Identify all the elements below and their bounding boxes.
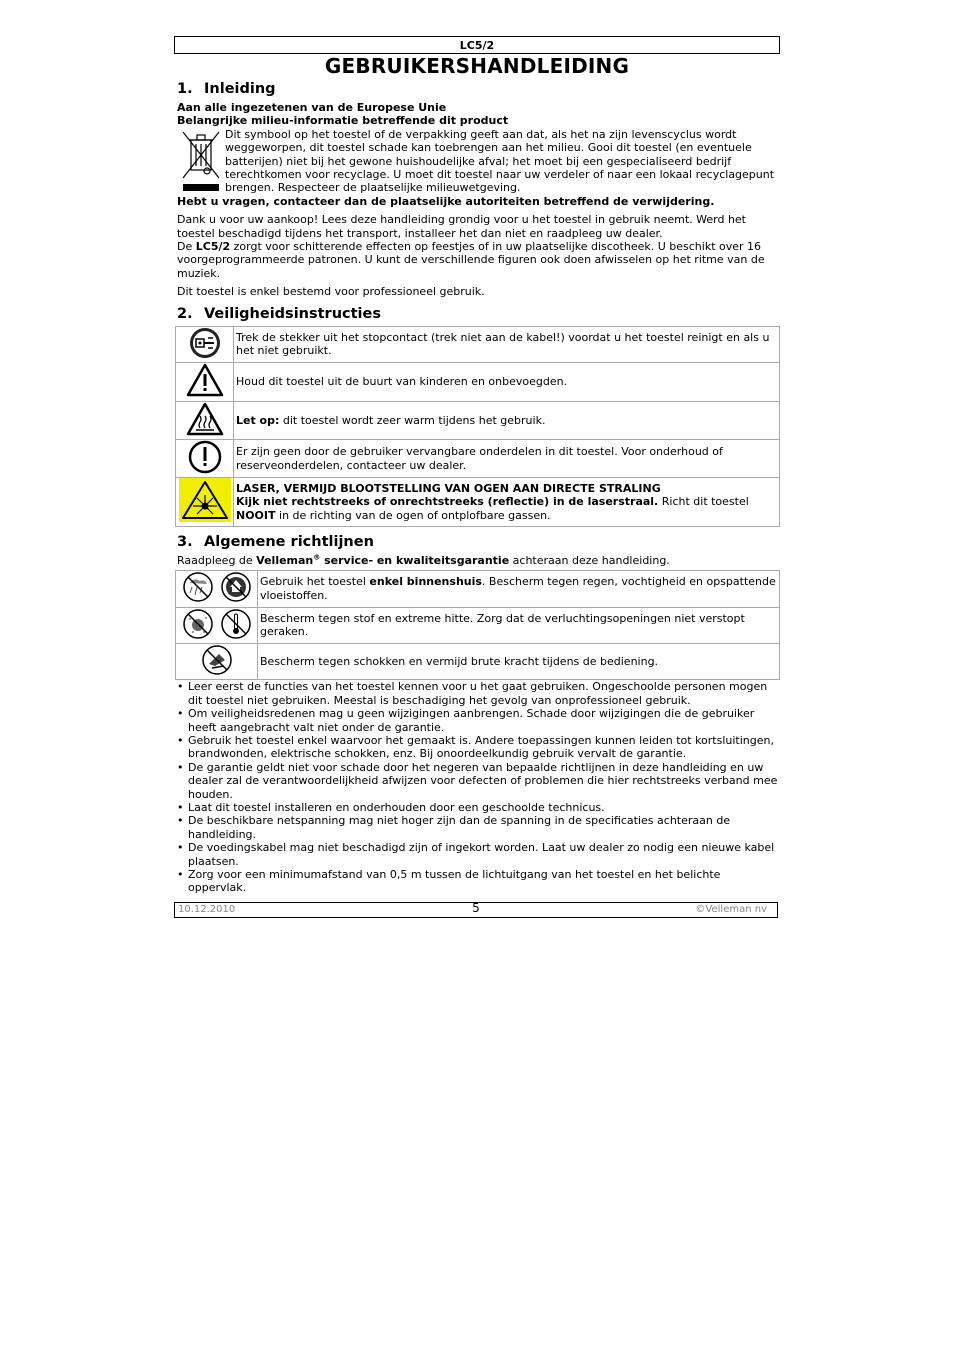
- weee-bin-icon: [177, 128, 225, 195]
- env-info-heading: Belangrijke milieu-informatie betreffende dit product: [177, 114, 509, 128]
- list-item: • Om veiligheidsredenen mag u geen wijzigingen aanbrengen. Schade door wijzigingen die de gebruiker heeft aangebracht valt niet onder de garantie.: [177, 707, 780, 734]
- laser-warning-icon: [176, 478, 234, 526]
- contact-authorities: Hebt u vragen, contacteer dan de plaatselijke autoriteiten betreffend de verwijdering.: [177, 194, 715, 208]
- list-item: • De garantie geldt niet voor schade door het negeren van bepaalde richtlijnen in deze handleiding en uw dealer zal de verantwoordelijkheid afwijzen voor defecten of problemen die hier rechtstreeks verband mee houden.: [177, 761, 780, 801]
- list-item: • Zorg voor een minimumafstand van 0,5 m tussen de lichtuitgang van het toestel en het belichte oppervlak.: [177, 868, 780, 895]
- guideline-row: [176, 571, 780, 607]
- warning-icon: [176, 363, 234, 401]
- indoor-use-icons: [176, 571, 258, 607]
- hot-surface-icon: [176, 401, 234, 439]
- exclamation-icon: [176, 439, 234, 477]
- safety-row: [176, 326, 780, 362]
- guideline-text: Bescherm tegen stof en extreme hitte. Zorg dat de verluchtingsopeningen niet verstopt geraken.: [258, 607, 780, 643]
- list-item: • Laat dit toestel installeren en onderhouden door een geschoolde technicus.: [177, 801, 780, 814]
- section-3-heading: 3. Algemene richtlijnen: [177, 533, 374, 550]
- safety-text: Houd dit toestel uit de buurt van kinderen en onbevoegden.: [234, 363, 780, 401]
- guidelines-table: [175, 570, 780, 680]
- safety-table: [175, 326, 780, 527]
- laser-safety-text: LASER, VERMIJD BLOOTSTELLING VAN OGEN AAN DIRECTE STRALING Kijk niet rechtstreeks of onrechtstreeks (reflectie) in de laserstraal. Richt dit toestel NOOIT in de richting van de ogen of ontplofbare gassen.: [234, 478, 780, 526]
- list-item: • De beschikbare netspanning mag niet hoger zijn dan de spanning in de specificaties achteraan de handleiding.: [177, 814, 780, 841]
- guarantee-reference: Raadpleeg de Velleman® service- en kwaliteitsgarantie achteraan deze handleiding.: [177, 553, 670, 567]
- footer-date: 10.12.2010: [178, 904, 236, 915]
- safety-text: Trek de stekker uit het stopcontact (trek niet aan de kabel!) voordat u het toestel reinigt en als u het niet gebruikt.: [234, 326, 780, 362]
- intro-paragraph-3: Dit toestel is enkel bestemd voor professioneel gebruik.: [177, 285, 485, 299]
- page-number: 5: [472, 901, 480, 915]
- guideline-text: Gebruik het toestel enkel binnenshuis. Bescherm tegen regen, vochtigheid en opspattende vloeistoffen.: [258, 571, 780, 607]
- unplug-icon: [176, 326, 234, 362]
- intro-paragraph-1: Dank u voor uw aankoop! Lees deze handleiding grondig voor u het toestel in gebruik neemt. Werd het toestel beschadigd tijdens het transport, installeer het dan niet en raadpleeg uw dealer.: [177, 213, 746, 240]
- guidelines-list: [177, 680, 780, 895]
- safety-row: [176, 439, 780, 477]
- model-header: LC5/2: [174, 36, 780, 54]
- document-title: GEBRUIKERSHANDLEIDING: [324, 54, 630, 78]
- footer-copyright: ©Velleman nv: [695, 904, 767, 915]
- shock-icon: [176, 643, 258, 679]
- page-content: [174, 36, 780, 895]
- guideline-text: Bescherm tegen schokken en vermijd brute kracht tijdens de bediening.: [258, 643, 780, 679]
- guideline-row: [176, 643, 780, 679]
- weee-text: Dit symbool op het toestel of de verpakking geeft aan dat, als het na zijn levenscyclus wordt weggeworpen, dit toestel schade kan toebrengen aan het milieu. Gooi dit toestel (en eventuele batterijen) niet bij het gewone huishoudelijke afval; het moet bij een gespecialiseerd bedrijf terechtkomen voor recyclage. U moet dit toestel naar uw verdeler of naar een lokaal recyclagepunt brengen. Respecteer de plaatselijke milieuwetgeving.: [225, 127, 775, 195]
- list-item: • Gebruik het toestel enkel waarvoor het gemaakt is. Andere toepassingen kunnen leiden tot kortsluitingen, brandwonden, elektrische schokken, enz. Bij onoordeelkundig gebruik vervalt de garantie.: [177, 734, 780, 761]
- intro-paragraph-2: De LC5/2 zorgt voor schitterende effecten op feestjes of in uw plaatselijke discotheek. U beschikt over 16 voorgeprogrammeerde patronen. U kunt de verschillende figuren ook doen afwisselen op het ritme van de muziek.: [177, 240, 765, 280]
- safety-row: [176, 401, 780, 439]
- weee-block: [177, 128, 780, 195]
- guideline-row: [176, 607, 780, 643]
- page-footer: [174, 902, 778, 918]
- section-2-heading: 2. Veiligheidsinstructies: [177, 305, 381, 322]
- safety-row: [176, 478, 780, 526]
- safety-row: [176, 363, 780, 401]
- eu-residents-heading: Aan alle ingezetenen van de Europese Unie: [177, 101, 447, 114]
- list-item: • De voedingskabel mag niet beschadigd zijn of ingekort worden. Laat uw dealer zo nodig een nieuwe kabel plaatsen.: [177, 841, 780, 868]
- dust-heat-icons: [176, 607, 258, 643]
- safety-text: Let op: dit toestel wordt zeer warm tijdens het gebruik.: [234, 401, 780, 439]
- safety-text: Er zijn geen door de gebruiker vervangbare onderdelen in dit toestel. Voor onderhoud of reserveonderdelen, contacteer uw dealer.: [234, 439, 780, 477]
- list-item: • Leer eerst de functies van het toestel kennen voor u het gaat gebruiken. Ongeschoolde personen mogen dit toestel niet gebruiken. Meestal is beschadiging het gevolg van onprofessioneel gebruik.: [177, 680, 780, 707]
- section-1-heading: 1. Inleiding: [177, 81, 276, 97]
